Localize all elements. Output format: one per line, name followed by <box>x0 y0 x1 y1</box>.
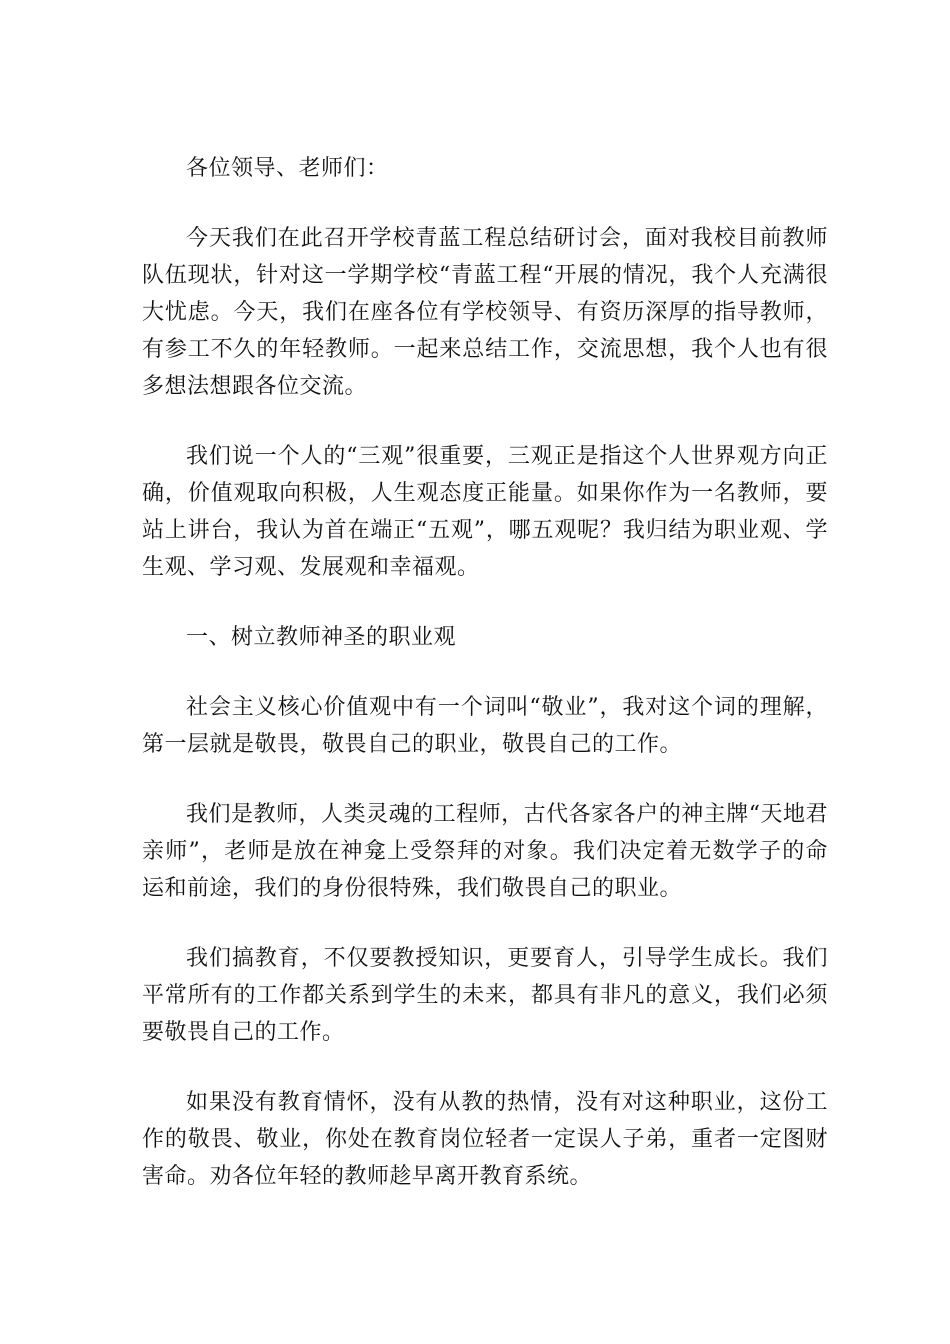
paragraph-three-views: 我们说一个人的“三观”很重要，三观正是指这个人世界观方向正确，价值观取向积极，人生观态度正能量。如果你作为一名教师，要站上讲台，我认为首在端正“五观”，哪五观呢？我归结为职业观、学生观、学习观、发展观和幸福观。 <box>142 444 828 580</box>
paragraph-intro: 今天我们在此召开学校青蓝工程总结研讨会，面对我校目前教师队伍现状，针对这一学期学校“青蓝工程“开展的情况，我个人充满很大忧虑。今天，我们在座各位有学校领导、有资历深厚的指导教师，有参工不久的年轻教师。一起来总结工作，交流思想，我个人也有很多想法想跟各位交流。 <box>142 226 828 399</box>
salutation: 各位领导、老师们： <box>186 156 389 181</box>
section-paragraph: 我们搞教育，不仅要教授知识，更要育人，引导学生成长。我们平常所有的工作都关系到学生的未来，都具有非凡的意义，我们必须要敬畏自己的工作。 <box>142 946 828 1045</box>
section-paragraph: 我们是教师，人类灵魂的工程师，古代各家各户的神主牌“天地君亲师”，老师是放在神龛上受祭拜的对象。我们决定着无数学子的命运和前途，我们的身份很特殊，我们敬畏自己的职业。 <box>142 802 828 901</box>
section-heading: 一、树立教师神圣的职业观 <box>186 625 457 650</box>
document-body <box>142 150 828 1228</box>
section-paragraph: 如果没有教育情怀，没有从教的热情，没有对这种职业，这份工作的敬畏、敬业，你处在教育岗位轻者一定误人子弟，重者一定图财害命。劝各位年轻的教师趁早离开教育系统。 <box>142 1090 828 1189</box>
section-paragraph: 社会主义核心价值观中有一个词叫“敬业”，我对这个词的理解，第一层就是敬畏，敬畏自己的职业，敬畏自己的工作。 <box>142 695 828 757</box>
